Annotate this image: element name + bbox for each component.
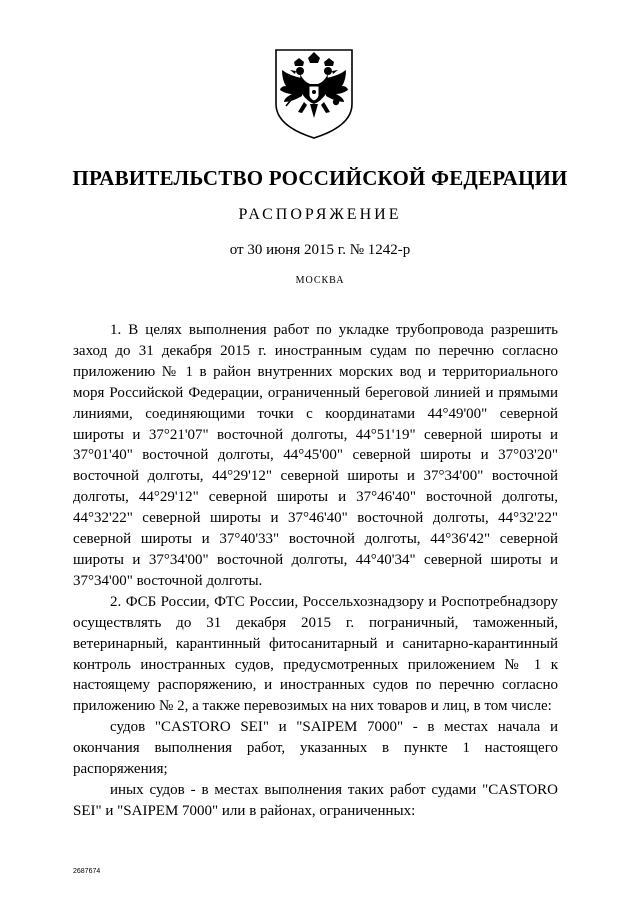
- paragraph-3: судов "CASTORO SEI" и "SAIPEM 7000" - в местах начала и окончания выполнения работ, указанных в пункте 1 настоящего распоряжения;: [73, 719, 558, 778]
- document-body: [73, 320, 558, 822]
- paragraph-1: 1. В целях выполнения работ по укладке трубопровода разрешить заход до 31 декабря 2015 г. иностранным судам по перечню согласно приложению № 1 в район внутренних морских вод и территориального моря Российской Федерации, ограниченный береговой линией и прямыми линиями, соединяющими точки с координатами 44°49'00" северной широты и 37°21'07" восточной долготы, 44°51'19" северной широты и 37°01'40" восточной долготы, 44°45'00" северной широты и 37°03'20" восточной долготы, 44°29'12" северной широты и 37°34'00" восточной долготы, 44°29'12" северной широты и 37°46'40" восточной долготы, 44°32'22" северной широты и 37°46'40" восточной долготы, 44°32'22" северной широты и 37°40'33" восточной долготы, 44°36'42" северной широты и 37°34'00" восточной долготы, 44°40'34" северной широты и 37°34'00" восточной долготы.: [73, 322, 558, 589]
- document-city: МОСКВА: [295, 275, 345, 286]
- russian-coat-of-arms-icon: [270, 46, 358, 140]
- government-title: ПРАВИТЕЛЬСТВО РОССИЙСКОЙ ФЕДЕРАЦИИ: [72, 166, 568, 190]
- document-date-number: от 30 июня 2015 г. № 1242-р: [229, 242, 411, 258]
- document-code: 2687674: [73, 868, 101, 875]
- document-type: РАСПОРЯЖЕНИЕ: [238, 206, 402, 223]
- paragraph-2: 2. ФСБ России, ФТС России, Россельхознадзору и Роспотребнадзору осуществлять до 31 декабря 2015 г. пограничный, таможенный, ветеринарный, карантинный фитосанитарный и санитарно-карантинный контроль иностранных судов, предусмотренных приложением № 1 к настоящему распоряжению, и иностранных судов по перечню согласно приложению № 2, а также перевозимых на них товаров и лиц, в том числе:: [73, 593, 558, 715]
- paragraph-4: иных судов - в местах выполнения таких работ судами "CASTORO SEI" и "SAIPEM 7000" или в районах, ограниченных:: [73, 781, 558, 819]
